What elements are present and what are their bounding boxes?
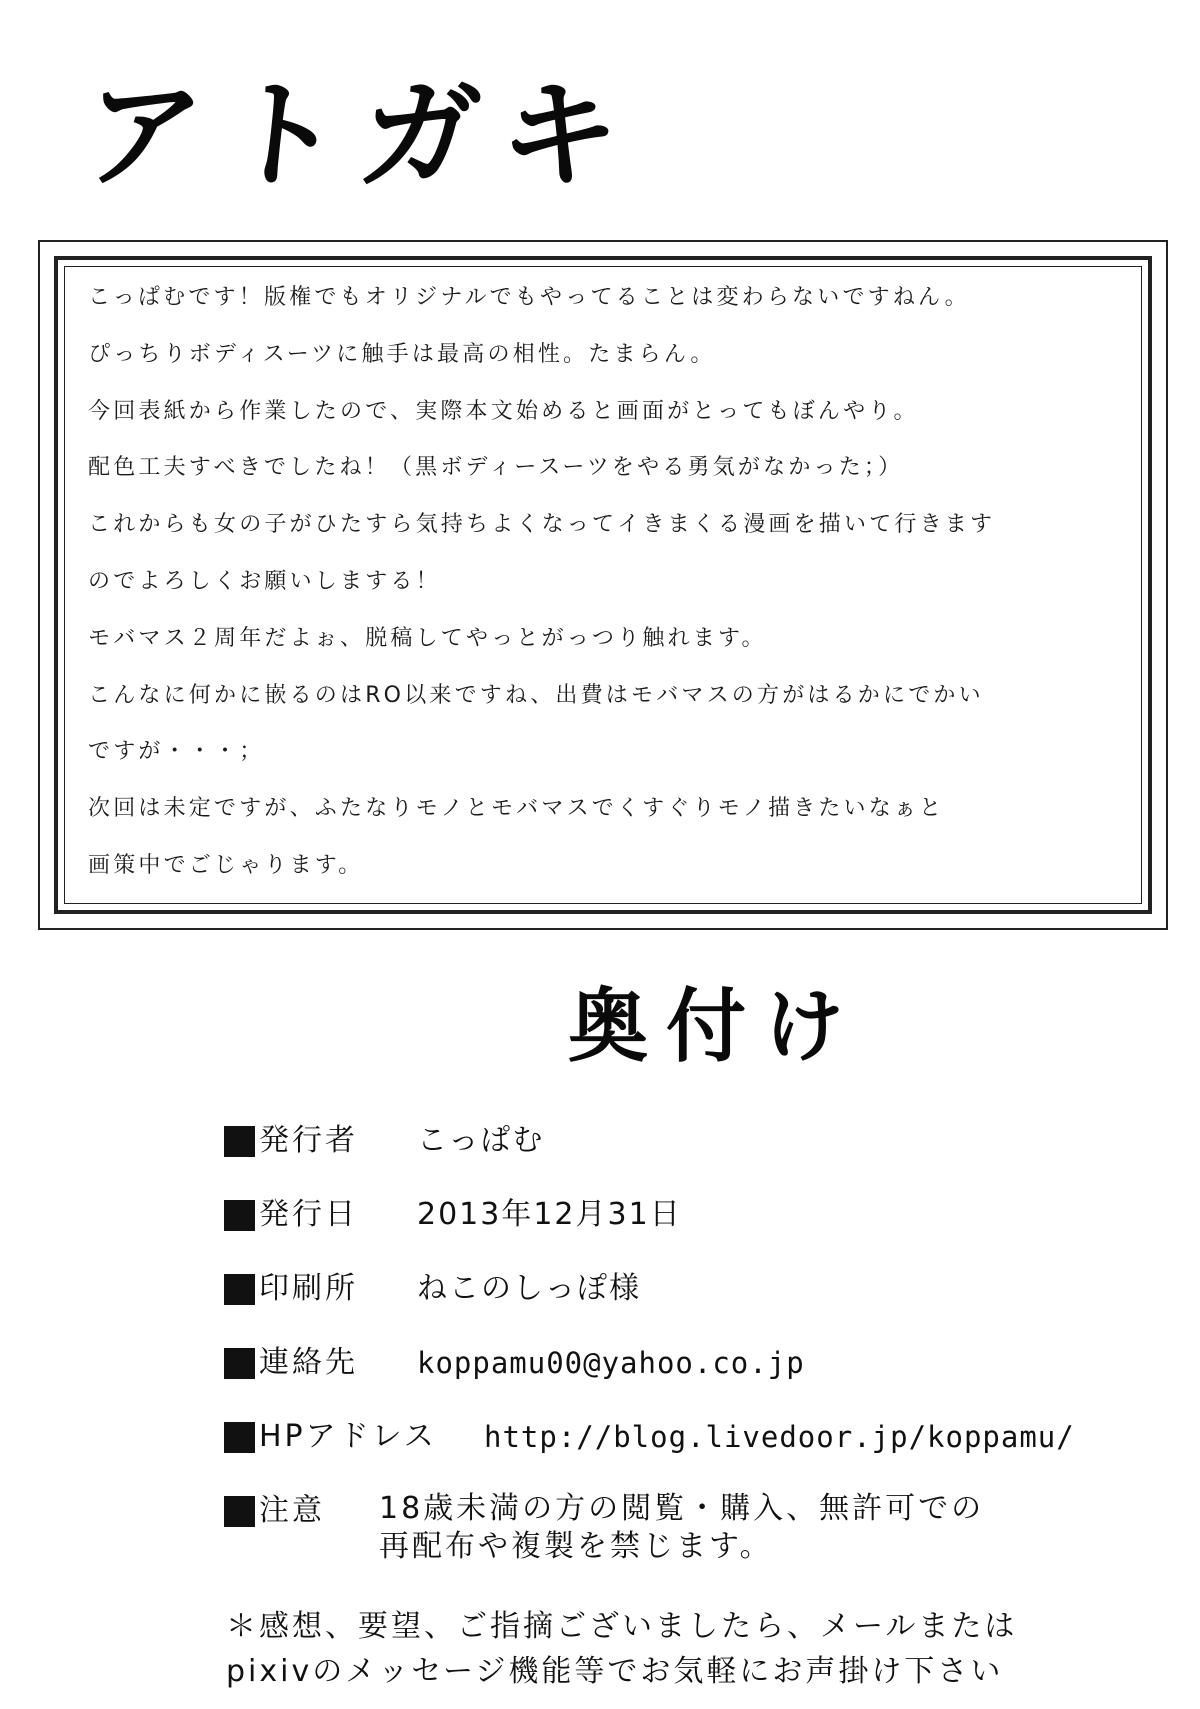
afterword-line: 次回は未定ですが、ふたなりモノとモバマスでくすぐりモノ描きたいなぁと <box>88 796 945 822</box>
afterword-line: 配色工夫すべきでしたね！（黒ボディースーツをやる勇気がなかった；） <box>88 455 904 481</box>
square-bullet-icon <box>224 1274 255 1305</box>
printer-label: 印刷所 <box>259 1271 358 1306</box>
afterword-body <box>88 270 1128 895</box>
square-bullet-icon <box>224 1200 255 1231</box>
notice-text <box>379 1490 984 1566</box>
afterword-title: アトガキ <box>76 65 648 204</box>
date-label: 発行日 <box>259 1197 358 1232</box>
contact-label: 連絡先 <box>259 1345 358 1380</box>
hp-url: http://blog.livedoor.jp/koppamu/ <box>484 1420 1075 1454</box>
notice-line: 再配布や複製を禁じます。 <box>379 1529 773 1564</box>
colophon-row-hp <box>224 1416 1124 1490</box>
feedback-line: pixivのメッセージ機能等でお気軽にお声掛け下さい <box>226 1654 1004 1689</box>
notice-line: 18歳未満の方の閲覧・購入、無許可での <box>379 1491 985 1526</box>
printer-value: ねこのしっぽ様 <box>417 1271 641 1306</box>
feedback-line: ＊感想、要望、ご指摘ございましたら、メールまたは <box>226 1609 1018 1644</box>
publisher-value: こっぱむ <box>417 1123 545 1158</box>
hp-label: HPアドレス <box>259 1419 437 1454</box>
afterword-line: ぴっちりボディスーツに触手は最高の相性。たまらん。 <box>88 341 716 367</box>
publisher-label: 発行者 <box>259 1123 358 1158</box>
afterword-line: ですが・・・； <box>88 739 265 765</box>
square-bullet-icon <box>224 1126 255 1157</box>
colophon-list <box>224 1120 1124 1596</box>
colophon-row-publisher <box>224 1120 1124 1194</box>
notice-label: 注意 <box>259 1493 325 1528</box>
afterword-line: これからも女の子がひたすら気持ちよくなってイきまくる漫画を描いて行きます <box>88 512 996 538</box>
afterword-line: モバマス２周年だよぉ、脱稿してやっとがっつり触れます。 <box>88 625 767 651</box>
square-bullet-icon <box>224 1422 255 1453</box>
colophon-row-contact <box>224 1342 1124 1416</box>
afterword-line: 今回表紙から作業したので、実際本文始めると画面がとってもぼんやり。 <box>88 398 919 424</box>
colophon-row-notice <box>224 1490 1124 1596</box>
contact-email: koppamu00@yahoo.co.jp <box>417 1346 805 1380</box>
colophon-title: 奥付け <box>568 979 862 1073</box>
afterword-line: こんなに何かに嵌るのはRO以来ですね、出費はモバマスの方がはるかにでかい <box>88 682 984 708</box>
afterword-line: こっぱむです！版権でもオリジナルでもやってることは変わらないですねん。 <box>88 285 970 310</box>
square-bullet-icon <box>224 1496 255 1527</box>
date-value: 2013年12月31日 <box>417 1197 682 1232</box>
afterword-line: 画策中でごじゃります。 <box>88 852 364 878</box>
feedback-note <box>226 1604 1017 1694</box>
colophon-row-printer <box>224 1268 1124 1342</box>
colophon-row-date <box>224 1194 1124 1268</box>
afterword-line: のでよろしくお願いしまする！ <box>88 568 441 594</box>
square-bullet-icon <box>224 1348 255 1379</box>
